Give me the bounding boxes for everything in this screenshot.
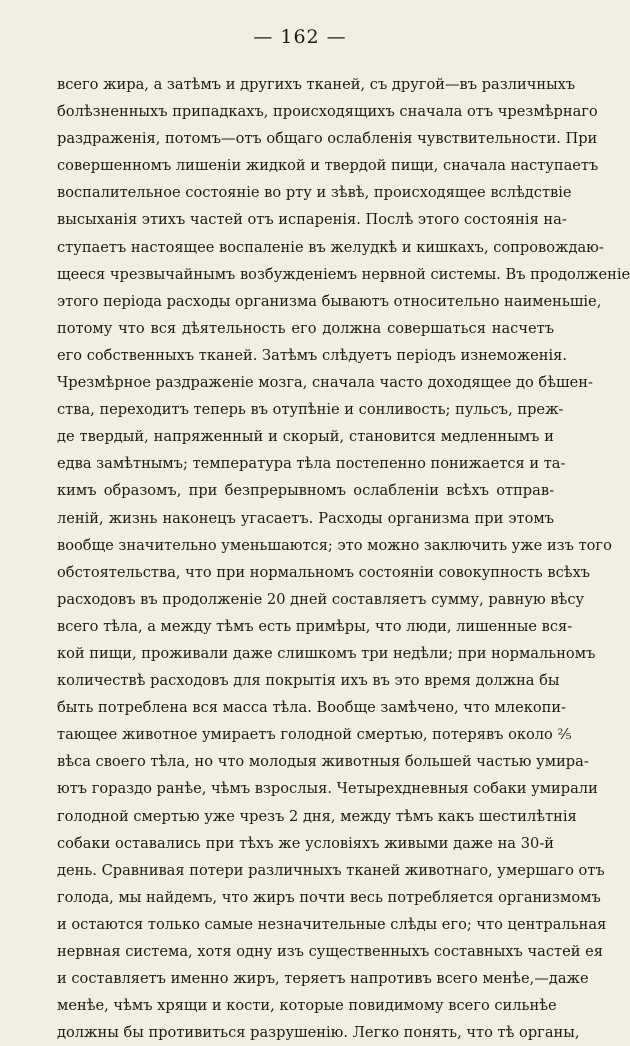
text-line: всего тѣла, а между тѣмъ есть примѣры, что люди, лишенные вся- — [57, 617, 573, 635]
body-text — [57, 71, 630, 1046]
text-line: этого періода расходы организма бываютъ относительно наименьшіе, — [57, 292, 602, 310]
text-line: собаки оставались при тѣхъ же условіяхъ живыми даже на 30-й — [57, 834, 554, 852]
text-line: быть потреблена вся масса тѣла. Вообще замѣчено, что млекопи- — [57, 699, 566, 717]
text-line: кимъ образомъ, при безпрерывномъ ослабленіи всѣхъ отправ- — [57, 482, 554, 500]
text-line: менѣе, чѣмъ хрящи и кости, которые повидимому всего сильнѣе — [57, 997, 557, 1015]
text-line: щееся чрезвычайнымъ возбужденіемъ нервной системы. Въ продолженіе — [57, 265, 630, 283]
text-line: едва замѣтнымъ; температура тѣла постепенно понижается и та- — [57, 455, 566, 473]
text-line: голодной смертью уже чрезъ 2 дня, между тѣмъ какъ шестилѣтнія — [57, 807, 577, 825]
text-line: и составляетъ именно жиръ, теряетъ напротивъ всего менѣе,—даже — [57, 970, 589, 988]
text-line: леній, жизнь наконецъ угасаетъ. Расходы организма при этомъ — [57, 509, 554, 527]
text-line: кой пищи, проживали даже слишкомъ три недѣли; при нормальномъ — [57, 644, 596, 662]
text-line: тающее животное умираетъ голодной смертью, потерявъ около ²⁄₅ — [57, 726, 572, 744]
text-line: его собственныхъ тканей. Затѣмъ слѣдуетъ періодъ изнеможенія. — [57, 346, 567, 364]
text-line: болѣзненныхъ припадкахъ, происходящихъ сначала отъ чрезмѣрнаго — [57, 103, 598, 121]
text-line: должны бы противиться разрушенію. Легко понять, что тѣ органы, — [57, 1024, 580, 1042]
text-line: и остаются только самые незначительные слѣды его; что центральная — [57, 915, 607, 933]
text-line: расходовъ въ продолженіе 20 дней составляетъ сумму, равную вѣсу — [57, 590, 585, 608]
text-line: нервная система, хотя одну изъ существенныхъ составныхъ частей ея — [57, 943, 603, 960]
text-line: высыханія этихъ частей отъ испаренія. Послѣ этого состоянія на- — [57, 211, 567, 229]
text-line: день. Сравнивая потери различныхъ тканей животнаго, умершаго отъ — [57, 861, 605, 879]
text-line: потому что вся дѣятельность его должна совершаться насчетъ — [57, 319, 554, 337]
text-line: вѣса своего тѣла, но что молодыя животныя большей частью умира- — [57, 753, 589, 771]
text-line: ютъ гораздо ранѣе, чѣмъ взрослыя. Четырехдневныя собаки умирали — [57, 780, 598, 798]
text-line: воспалительное состояніе во рту и зѣвѣ, происходящее вслѣдствіе — [57, 184, 572, 202]
text-line: Чрезмѣрное раздраженіе мозга, сначала часто доходящее до бѣшен- — [57, 374, 593, 392]
text-line: совершенномъ лишеніи жидкой и твердой пищи, сначала наступаетъ — [57, 157, 599, 175]
text-line: вообще значительно уменьшаются; это можно заключить уже изъ того — [57, 536, 612, 554]
page-number-header: — 162 — — [253, 26, 347, 48]
text-line: раздраженія, потомъ—отъ общаго ослабленія чувствительности. При — [57, 130, 598, 148]
text-line: ства, переходитъ теперь въ отупѣніе и сонливость; пульсъ, преж- — [57, 401, 564, 419]
text-line: ступаетъ настоящее воспаленіе въ желудкѣ и кишкахъ, сопровождаю- — [57, 238, 604, 256]
text-line: де твердый, напряженный и скорый, становится медленнымъ и — [57, 428, 554, 446]
text-line: всего жира, а затѣмъ и другихъ тканей, съ другой—въ различныхъ — [57, 76, 576, 93]
text-line: голода, мы найдемъ, что жиръ почти весь потребляется организмомъ — [57, 888, 601, 906]
text-line: обстоятельства, что при нормальномъ состояніи совокупность всѣхъ — [57, 563, 591, 581]
text-line: количествѣ расходовъ для покрытія ихъ въ это время должна бы — [57, 672, 560, 690]
